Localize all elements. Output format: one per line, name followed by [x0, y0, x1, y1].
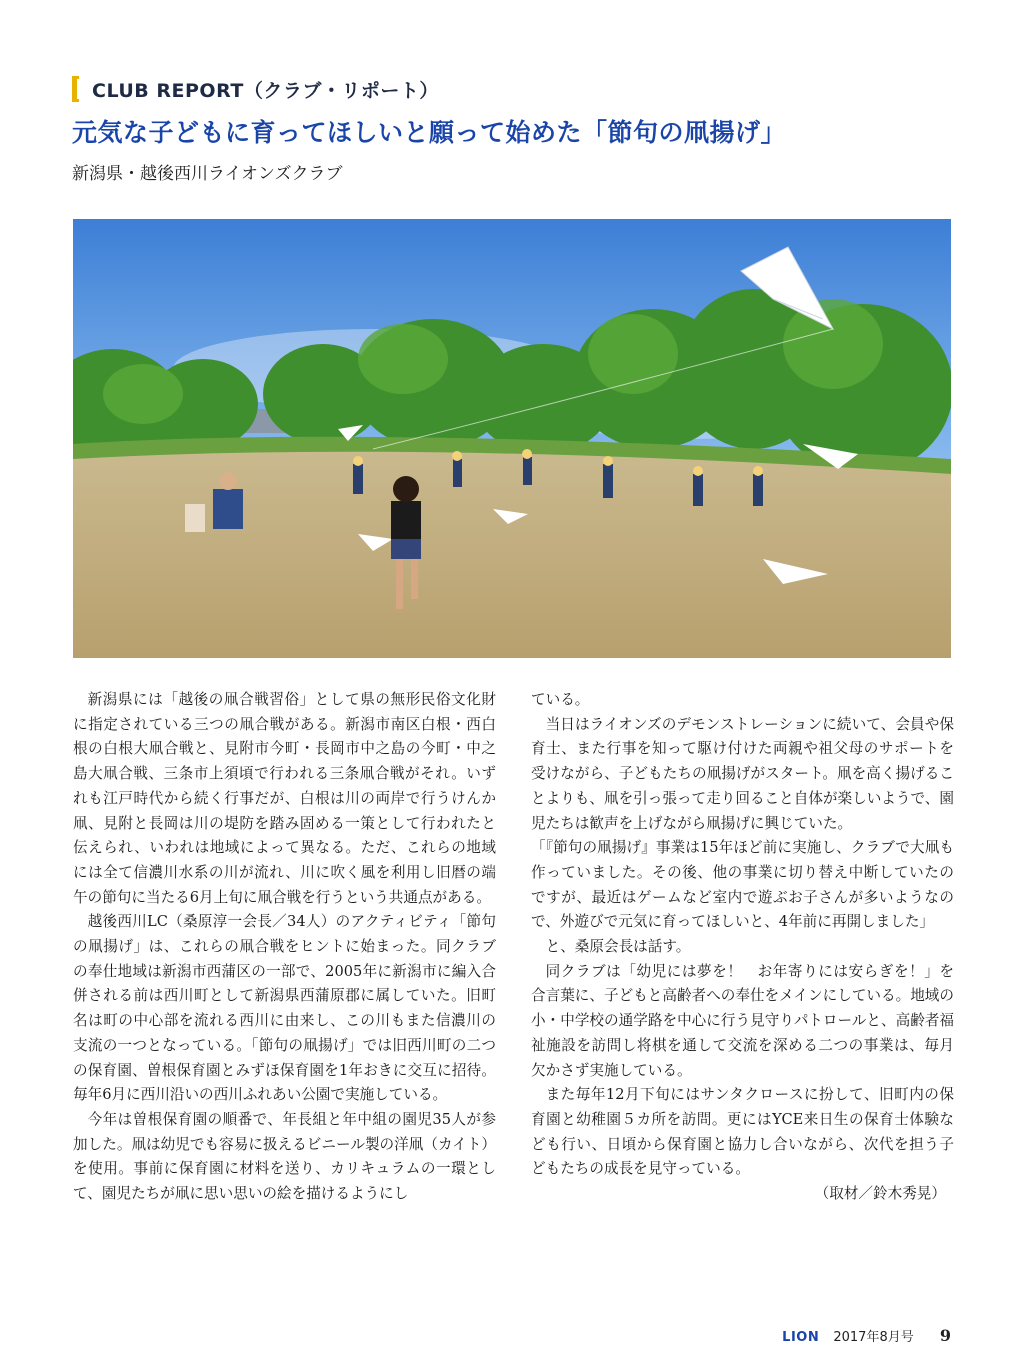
issue-date: 2017年8月号 [833, 1330, 914, 1345]
section-kicker: CLUB REPORT（クラブ・リポート） [92, 80, 439, 102]
paragraph: と、桑原会長は話す。 [545, 938, 691, 956]
paragraph: 越後西川LC（桑原淳一会長／34人）のアクティビティ「節句の凧揚げ」は、これらの凧合戦をヒントに始まった。同クラブの奉仕地域は新潟市西蒲区の一部で、2005年に新潟市に編入合併される前は西川町として新潟県西蒲原郡に属していた。旧町名は町の中心部を流れる西川に由来し、この川もまた信濃川の支流の一つとなっている。「節句の凧揚げ」では旧西川町の二つの保育園、曽根保育園とみずほ保育園を1年おきに交互に招待。毎年6月に西川沿いの西川ふれあい公園で実施している。 [73, 913, 496, 1104]
paragraph: また毎年12月下旬にはサンタクロースに扮して、旧町内の保育園と幼稚園５カ所を訪問。更にはYCE来日生の保育士体験なども行い、日頃から保育園と協力し合いながら、次代を担う子どもたちの成長を見守っている。 [531, 1086, 954, 1178]
article-column-right [531, 688, 954, 1207]
paragraph-continuation: ている。 [531, 691, 590, 708]
section-bracket [72, 76, 79, 102]
page-footer [782, 1326, 951, 1345]
paragraph: 新潟県には「越後の凧合戦習俗」として県の無形民俗文化財に指定されている三つの凧合戦がある。新潟市南区白根・西白根の白根大凧合戦と、見附市今町・長岡市中之島の今町・中之島大凧合戦、三条市上須頃で行われる三条凧合戦がそれ。いずれも江戸時代から続く行事だが、白根は川の両岸で行うけんか凧、見附と長岡は川の堤防を踏み固める一策として行われたと伝えられ、いわれは地域によって異なる。ただ、これらの地域には全て信濃川水系の川が流れ、川に吹く風を利用し旧暦の端午の節句に当たる6月上旬に凧合戦を行うという共通点がある。 [73, 691, 496, 906]
paragraph: 今年は曽根保育園の順番で、年長組と年中組の園児35人が参加した。凧は幼児でも容易に扱えるビニール製の洋凧（カイト）を使用。事前に保育園に材料を送り、カリキュラムの一環として、園児たちが凧に思い思いの絵を描けるようにし [73, 1110, 496, 1203]
page-number: 9 [939, 1326, 951, 1345]
magazine-brand: LION [782, 1330, 820, 1345]
article-headline: 元気な子どもに育ってほしいと願って始めた「節句の凧揚げ」 [72, 118, 787, 147]
paragraph: 当日はライオンズのデモンストレーションに続いて、会員や保育士、また行事を知って駆け付けた両親や祖父母のサポートを受けながら、子どもたちの凧揚げがスタート。凧を高く揚げることよりも、凧を引っ張って走り回ること自体が楽しいようで、園児たちは歓声を上げながら凧揚げに興じていた。 [531, 715, 954, 832]
paragraph: 同クラブは「幼児には夢を！ お年寄りには安らぎを！」を合言葉に、子どもと高齢者への奉仕をメインにしている。地域の小・中学校の通学路を中心に行う見守りパトロールと、高齢者福祉施設を訪問し将棋を通して交流を深める二つの事業は、毎月欠かさず実施している。 [531, 962, 954, 1079]
article-column-left [73, 688, 496, 1207]
article-credit: （取材／鈴木秀晃） [814, 1185, 946, 1203]
article-photo [73, 219, 951, 658]
quote-paragraph: 「『節句の凧揚げ』事業は15年ほど前に実施し、クラブで大凧も作っていました。その後、他の事業に切り替え中断していたのですが、最近はゲームなど室内で遊ぶお子さんが多いようなので、外遊びで元気に育ってほしいと、4年前に再開しました」 [531, 839, 954, 931]
club-name: 新潟県・越後西川ライオンズクラブ [72, 164, 343, 184]
